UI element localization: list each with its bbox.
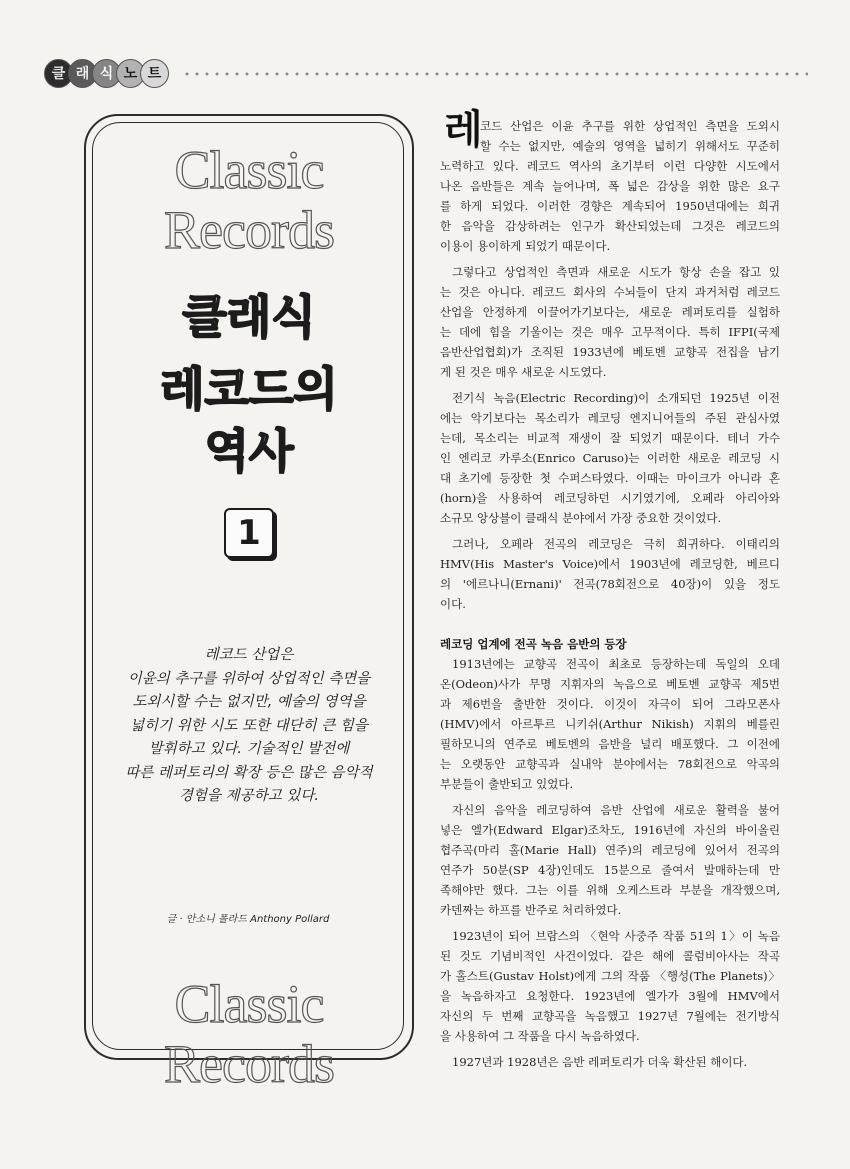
article-line: 연주가 50분(SP 4장)인데도 15분으로 줄여서 발매하는데 만 <box>440 863 780 877</box>
article-line: 협주곡(마리 홀(Marie Hall) 연주)의 레코딩에 있어서 전곡의 <box>440 843 780 857</box>
lead-paragraph <box>104 644 394 809</box>
article-line: 한 음악을 감상하려는 인구가 확산되었는데 그것은 레코드의 <box>440 219 780 233</box>
title-line-1: 클래식 <box>182 290 316 344</box>
article-line: (horn)을 사용하여 레코딩하던 시기였기에, 오페라 아리아와 <box>440 491 780 505</box>
byline: 글 · 안소니 폴라드 Anthony Pollard <box>166 914 330 925</box>
article-line: 할 수는 없지만, 예술의 영역을 넓히기 위해서도 꾸준히 <box>480 139 780 153</box>
issue-number-badge: 1 <box>224 508 274 558</box>
article-line: HMV(His Master's Voice)에서 1903년에 레코딩한, 베르디 <box>440 557 780 571</box>
article-line: 게 된 것은 매우 새로운 시도였다. <box>440 365 607 379</box>
lead-line: 넓히기 위한 시도 또한 대단히 큰 힘을 <box>130 717 368 734</box>
article-line: 된 것도 기념비적인 사건이었다. 같은 해에 콜럼비아사는 작곡 <box>440 949 780 963</box>
article-line: 는데, 목소리는 비교적 재생이 잘 되었기 때문이다. 테너 가수 <box>440 431 780 445</box>
article-line: 그렇다고 상업적인 측면과 새로운 시도가 항상 손을 잡고 있 <box>452 265 780 279</box>
article-line: 을 녹음하자고 요청한다. 1923년에 엘가가 3월에 HMV에서 <box>440 989 780 1003</box>
article-line: 대 초기에 등장한 첫 수퍼스타였다. 이때는 마이크가 아니라 혼 <box>440 471 780 485</box>
drop-cap: 레 <box>444 106 483 153</box>
lead-line: 도외시할 수는 없지만, 예술의 영역을 <box>132 694 366 710</box>
section-subhead: 레코딩 업계에 전곡 녹음 음반의 등장 <box>440 637 627 651</box>
article-line: 에는 악기보다는 목소리가 레코딩 엔지니어들의 주된 관심사였 <box>440 411 780 425</box>
article-line: 산업을 안정하게 이끌어가기보다는, 새로운 레퍼토리를 실험하 <box>440 305 780 319</box>
article-line: 온(Odeon)사가 무명 지휘자의 녹음으로 베토벤 교향곡 제5번 <box>440 677 780 691</box>
article-line: 인 엔리코 카루소(Enrico Caruso)는 이러한 새로운 레코딩 시 <box>440 451 780 465</box>
dotted-rule <box>182 72 808 76</box>
article-line: 이다. <box>440 597 466 611</box>
article-line: 를 하게 되었다. 이러한 경향은 계속되어 1950년대에는 희귀 <box>440 199 780 213</box>
article-line: 1923년이 되어 브람스의 〈현악 사중주 작품 51의 1〉이 녹음 <box>452 929 780 943</box>
article-line: 는 것은 아니다. 레코드 회사의 수뇌들이 단지 과거처럼 레코드 <box>440 285 780 299</box>
title-line-3: 역사 <box>204 424 294 478</box>
lead-line: 경험을 제공하고 있다. <box>179 788 319 804</box>
article-line: 음반산업협회)가 조직된 1933년에 베토벤 교향곡 전집을 남기 <box>440 345 780 359</box>
series-chip: 클 <box>44 59 73 88</box>
lead-line: 이윤의 추구를 위하여 상업적인 측면을 <box>127 670 371 687</box>
classic-records-heading-top: Classic Records <box>164 140 334 260</box>
article-line: 이용이 용이하게 되었기 때문이다. <box>440 239 611 253</box>
article-line: 자신의 음악을 레코딩하여 음반 산업에 새로운 활력을 불어 <box>452 803 780 817</box>
article-line: 카덴짜는 하프를 반주로 처리하였다. <box>440 903 622 917</box>
article-line: 과 제6번을 출반한 것이다. 이것이 자극이 되어 그라모폰사 <box>440 697 780 711</box>
article-line: 자신의 두 번째 교향곡을 녹음했고 1927년 7월에는 전기방식 <box>440 1009 780 1023</box>
article-line: 1913년에는 교향곡 전곡이 최초로 등장하는데 독일의 오데 <box>452 657 780 671</box>
article-line: 나온 음반들은 계속 늘어나며, 폭 넓은 감상을 위한 많은 요구 <box>440 179 780 193</box>
article-line: 가 홀스트(Gustav Holst)에게 그의 작품 〈행성(The Planets)〉 <box>440 969 780 983</box>
lead-line: 레코드 산업은 <box>204 647 294 663</box>
article-line: 1927년과 1928년은 음반 레퍼토리가 더욱 확산된 해이다. <box>452 1055 748 1069</box>
article-line: 필하모니의 연주로 베토벤의 음반을 널리 배포했다. 그 이전에 <box>440 737 780 751</box>
classic-records-heading-bottom: Classic Records <box>164 974 334 1094</box>
lead-line: 발휘하고 있다. 기술적인 발전에 <box>148 741 350 757</box>
article-line: 는 데에 힘을 기울이는 것은 매우 고무적이다. 특히 IFPI(국제 <box>440 325 780 339</box>
title-line-2: 레코드의 <box>160 362 338 416</box>
article-line: 그러나, 오페라 전곡의 레코딩은 극히 희귀하다. 이태리의 <box>452 537 780 551</box>
article-line: 을 사용하여 그 작품을 다시 녹음하였다. <box>440 1029 640 1043</box>
article-line: 노력하고 있다. 레코드 역사의 초기부터 이런 다양한 시도에서 <box>440 159 780 173</box>
article-line: 부분들이 출반되고 있었다. <box>440 777 574 791</box>
article-line: 소규모 앙상블이 클래식 분야에서 가장 중요한 것이었다. <box>440 511 722 525</box>
article-line: 족해야만 했다. 그는 이를 위해 오케스트라 부분을 개작했으며, <box>440 883 780 897</box>
series-chip: 노 <box>116 59 145 88</box>
article-line: 는 오랫동안 교향곡과 실내악 분야에서는 78회전으로 악곡의 <box>440 757 780 771</box>
article-line: 의 '에르나니(Ernani)' 전곡(78회전으로 40장)이 있을 정도 <box>440 577 780 591</box>
article-line: 코드 산업은 이윤 추구를 위한 상업적인 측면을 도외시 <box>480 119 780 133</box>
series-chip: 트 <box>140 59 169 88</box>
article-line: 넣은 엘가(Edward Elgar)조차도, 1916년에 자신의 바이올린 <box>440 823 780 837</box>
series-header <box>44 58 164 88</box>
series-chip: 래 <box>68 59 97 88</box>
lead-line: 따른 레퍼토리의 확장 등은 많은 음악적 <box>125 764 373 781</box>
article-line: 전기식 녹음(Electric Recording)이 소개되던 1925년 이전 <box>452 391 780 405</box>
series-chip: 식 <box>92 59 121 88</box>
article-line: (HMV)에서 아르투르 니키쉬(Arthur Nikish) 지휘의 베를린 <box>440 717 780 731</box>
